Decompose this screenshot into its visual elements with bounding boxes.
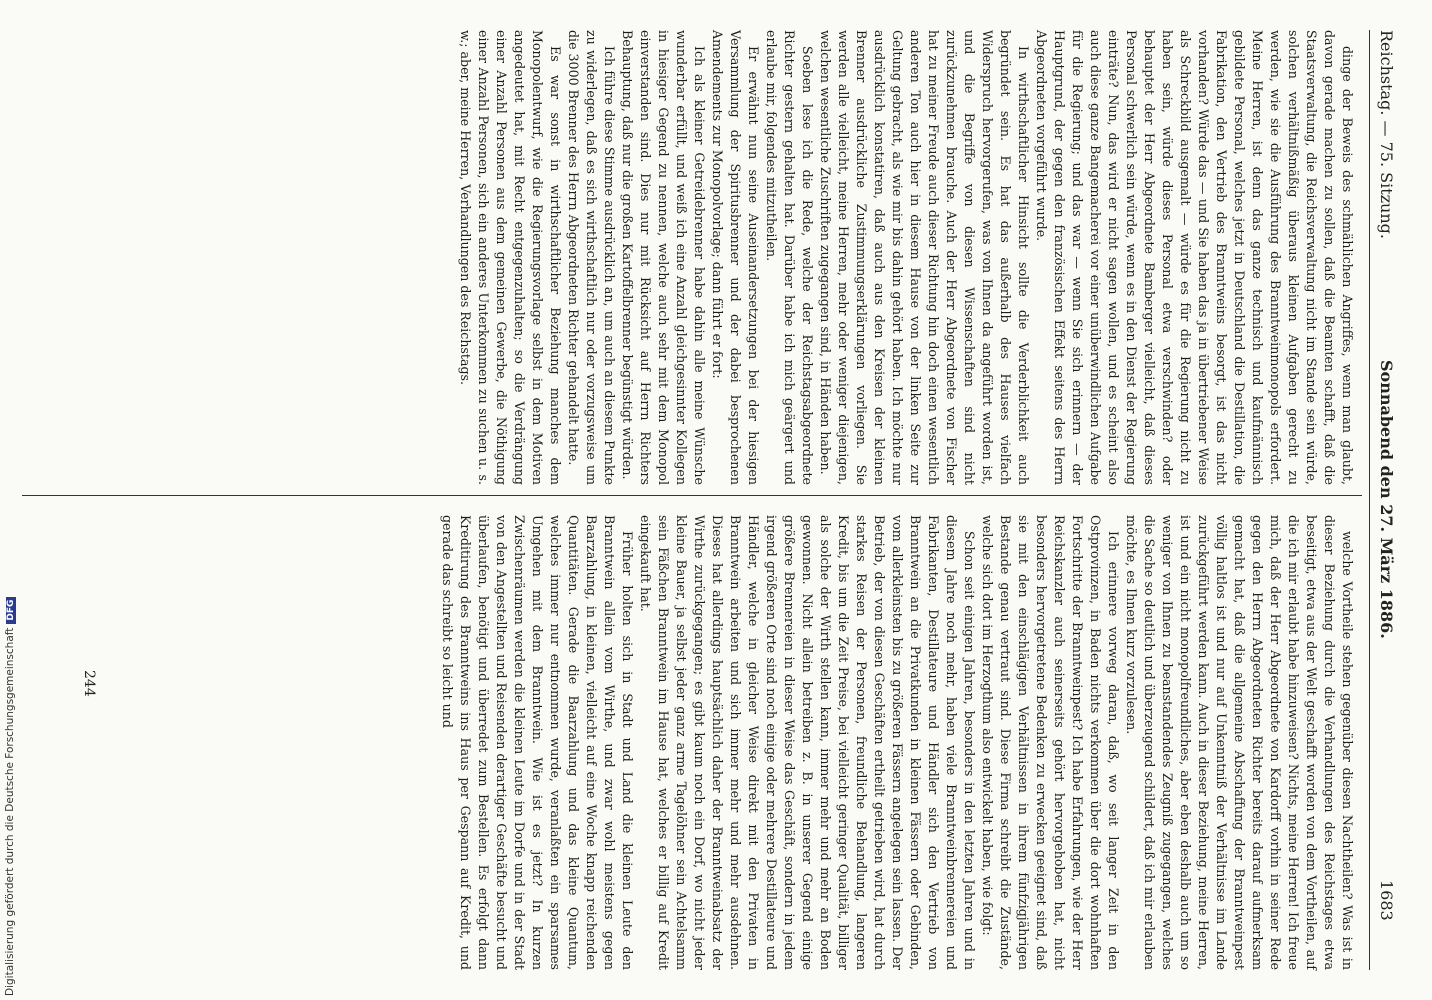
dfg-logo: DFG (6, 597, 16, 624)
paragraph: Schon seit einigen Jahren, besonders in den letzten Jahren und in diesem Jahre noch mehr, haben viele Branntweinbrennereien und Fabrikanten, Destillateure und Händler sich den Vertrieb von Branntwein an die Privatkunden in kleinen Fässern oder Gebinden, vom allerkleinsten bis zu größeren Fässern angelegen sein lassen. Der Betrieb, der von diesen Geschäften ertheilt getrieben wird, hat durch starkes Reisen der Personen, freundliche Behandlung, langeren Kredit, bis um die Zeit Preise, bei vielleicht geringer Qualität, billiger als solche der Wirth stellen kann, immer mehr und mehr an Boden gewonnen. Nicht allein betreiben z. B. in unserer Gegend einige größere Brennereien in dieser Weise das Geschäft, sondern in jedem irgend größeren Orte sind noch einige oder mehrere Destillateure und Händler, welche in gleicher Weise direkt mit den Privaten in Branntwein arbeiten und sich immer mehr und mehr ausdehnen. Dieses hat allerdings hauptsächlich daher der Branntweinabsatz der Wirthe zurückgegangen; es gibt kaum noch ein Dorf, wo nicht jeder kleine Bauer, ja selbst jeder ganz arme Tagelöhner sein Achtelsamm sein Fäßchen Branntwein im Hause hat, welches er billig auf Kredit eingekauft hat. (638, 515, 977, 970)
page-number-bottom: 244 (81, 670, 97, 697)
paragraph: Früher holten sich in Stadt und Land die kleinen Leute den Branntwein allein vom Wirthe, und zwar wohl meistens gegen Baarzahlung, in kleinen, vielleicht auf eine Woche knapp reichenden Quantitäten. Gerade die Baarzahlung und das kleine Quantum, welches immer nur entnommen wurde, veranlaßten ein sparsames Umgehen mit dem Branntwein. Wie ist es jetzt? In kurzen Zwischenräumen werden die kleinen Leute im Dorfe und in der Stadt von den Angestellten und Reisenden derartiger Geschäfte besucht und überlaufen, benötigt und überredet zum Bestellen. Es erfolgt dann Kreditirung des Branntweins ins Haus per Gespann auf Kredit, und gerade das schreibt so leicht und (440, 515, 635, 970)
paragraph: Er erwähnt nun seine Auseinandersetzungen bei der hiesigen Versammlung der Spiritusbrenner und der dabei besprochenen Amendements zur Monopolvorlage; dann führt er fort: (710, 30, 761, 485)
running-header-session: Reichstag. — 75. Sitzung. (1377, 30, 1396, 239)
digitalization-credit (4, 597, 16, 996)
column-divider (22, 495, 1362, 496)
credit-text: Digitalisierung gefördert durch die Deutsche Forschungsgemeinschaft (4, 627, 16, 996)
paragraph: Ich erinnere vorweg daran, daß, wo seit langer Zeit in den Ostprovinzen, in Baden nichts verkommen über die dort wohnhaften Fortschritte der Branntweinpest? Ich habe Erfahrungen, wie der Herr Reichskanzler auch seinerseits gehört hervorgehoben hat, nicht besonders hervorgetretene Bedenken zu erwecken geeignet sind, daß sie mit den einschlägigen Verhältnissen in ihrem fünfzigjährigen Bestande genau vertraut sind. Diese Firma schreibt die Zustände, welche sich dort im Herzogthum also entwickelt haben, wie folgt: (980, 515, 1121, 970)
paragraph: Ich als kleiner Getreidebrenner habe dahin alle meine Wünsche wunderbar erfüllt, und weiß ich eine Anzahl gleichgesinnter Kollegen in hiesiger Gegend zu nennen, welche auch sehr mit dem Monopol einverstanden sind. Dies nur mit Rücksicht auf Herrn Richters Behauptung, daß nur die großen Kartoffelbrenner begünstigt würden. (620, 30, 707, 485)
left-column (456, 30, 1356, 485)
paragraph: Es war sonst in wirthschaftlicher Beziehung manches dem Monopolentwurf, wie die Regierungsvorlage selbst in dem Motiven angedeutet hat, mit Recht entgegenzuhalten; so die Verdrängung einer Anzahl Personen aus dem gemeinen Gewerbe, die Nöthigung einer Anzahl Personen, sich ein anderes Unterkommen zu suchen u. s. w.; aber, meine Herren, Verhandlungen des Reichstags. (458, 30, 563, 485)
header-rule (1369, 30, 1370, 970)
running-header-date: Sonnabend den 27. März 1886. (1377, 360, 1396, 639)
paragraph: welche Vortheile stehen gegenüber diesen Nachtheilen? Was ist in dieser Beziehung durch die Verhandlungen des Reichstages etwa beseitigt, etwa aus der Welt geschafft worden von dem Vortheilen, auf die ich mir erlaubt habe hinzuweisen? Nichts, meine Herren! Ich freue mich, daß der Herr Abgeordnete von Kardorff vorhin in seiner Rede gegen den Herrn Abgeordneten Richter bereits darauf aufmerksam gemacht hat, daß die allgemeine Abschaffung der Branntweinpest völlig haltlos ist und nur auf Unkenntniß der Verhältnisse im Lande zurückgeführt werden kann. Auch in dieser Beziehung, meine Herren, ist und ein nicht monopolfreundliches, aber eben deshalb auch um so weniger von Ihnen zu beanstandendes Zeugniß zugegangen, welches die Sache so deutlich und überzeugend schildert, daß ich mir erlauben möchte, es Ihnen kurz vorzulesen. (1124, 515, 1355, 970)
paragraph: Soeben lese ich die Rede, welche der Reichstagsabgeordnete Richter gestern gehalten hat. Darüber habe ich mich geärgert und erlaube mir, folgendes mitzutheilen. (764, 30, 815, 485)
right-column (438, 515, 1356, 970)
page-number-top: 1683 (1377, 880, 1396, 921)
paragraph: Ich führe diese Stimme ausdrücklich an, um auch an diesem Punkte zu widerlegen, daß es sich wirthschaftlich nur oder vorzugsweise um die 3000 Brenner des Herrn Abgeordneten Richter gehandelt hatte. (566, 30, 617, 485)
paragraph: dinge der Beweis des schmählichen Angriffes, wenn man glaubt, davon gerade machen zu sollen, daß die Beamten schafft, daß die Staatsverwaltung, die Reichsverwaltung nicht im Stande sein würde, solchen verhältnißmäßig überaus kleinen Aufgaben gerecht zu werden, wie sie die Ausführung des Branntweinmonopols erfordert. Meine Herren, ist denn das ganze technisch und kaufmännisch gebildete Personal, welches jetzt in Deutschland die Destillation, die Fabrikation, den Vertrieb des Branntweins besorgt, ist das nicht vorhanden? Würde das — und Sie haben das ja in übertriebener Weise als Schreckbild ausgemalt — würde es für die Regierung nicht zu haben sein, würde dieses Personal etwa verschwinden? oder behauptet der Herr Abgeordnete Bamberger vielleicht, daß dieses Personal schwerlich sein würde, wenn es in den Dienst der Regierung einträte? Nun, das wird er nicht sagen wollen, und es scheint also auch diese ganze Bangemacherei vor einer unüberwindlichen Aufgabe für die Regierung; und das war — wenn Sie sich erinnern — der Hauptgrund, der gegen den französischen Effekt seitens des Herrn Abgeordneten vorgeführt wurde. (1034, 30, 1355, 485)
paragraph: In wirthschaftlicher Hinsicht sollte die Verderblichkeit auch begründet sein. Es hat das außerhalb des Hauses vielfach Widerspruch hervorgerufen, was von Ihnen da angeführt worden ist, und die Begriffe von diesen Wissenschaften sind nicht zurückzunehmen brauche. Auch der Herr Abgeordnete von Fischer hat zu meiner Freude auch dieser Richtung hin doch einen wesentlich anderen Ton auch hier in diesem Hause von der linken Seite zur Geltung gebracht, als wie mir bis dahin gehört haben. Ich möchte nur ausdrücklich konstatiren, daß auch aus den Kreisen der kleinen Brenner ausdrückliche Zustimmungserklärungen vorliegen. Sie werden alle vielleicht, meine Herren, mehr oder weniger diejenigen, welchen wesentliche Zuschriften zugegangen sind, in Händen haben. (818, 30, 1031, 485)
